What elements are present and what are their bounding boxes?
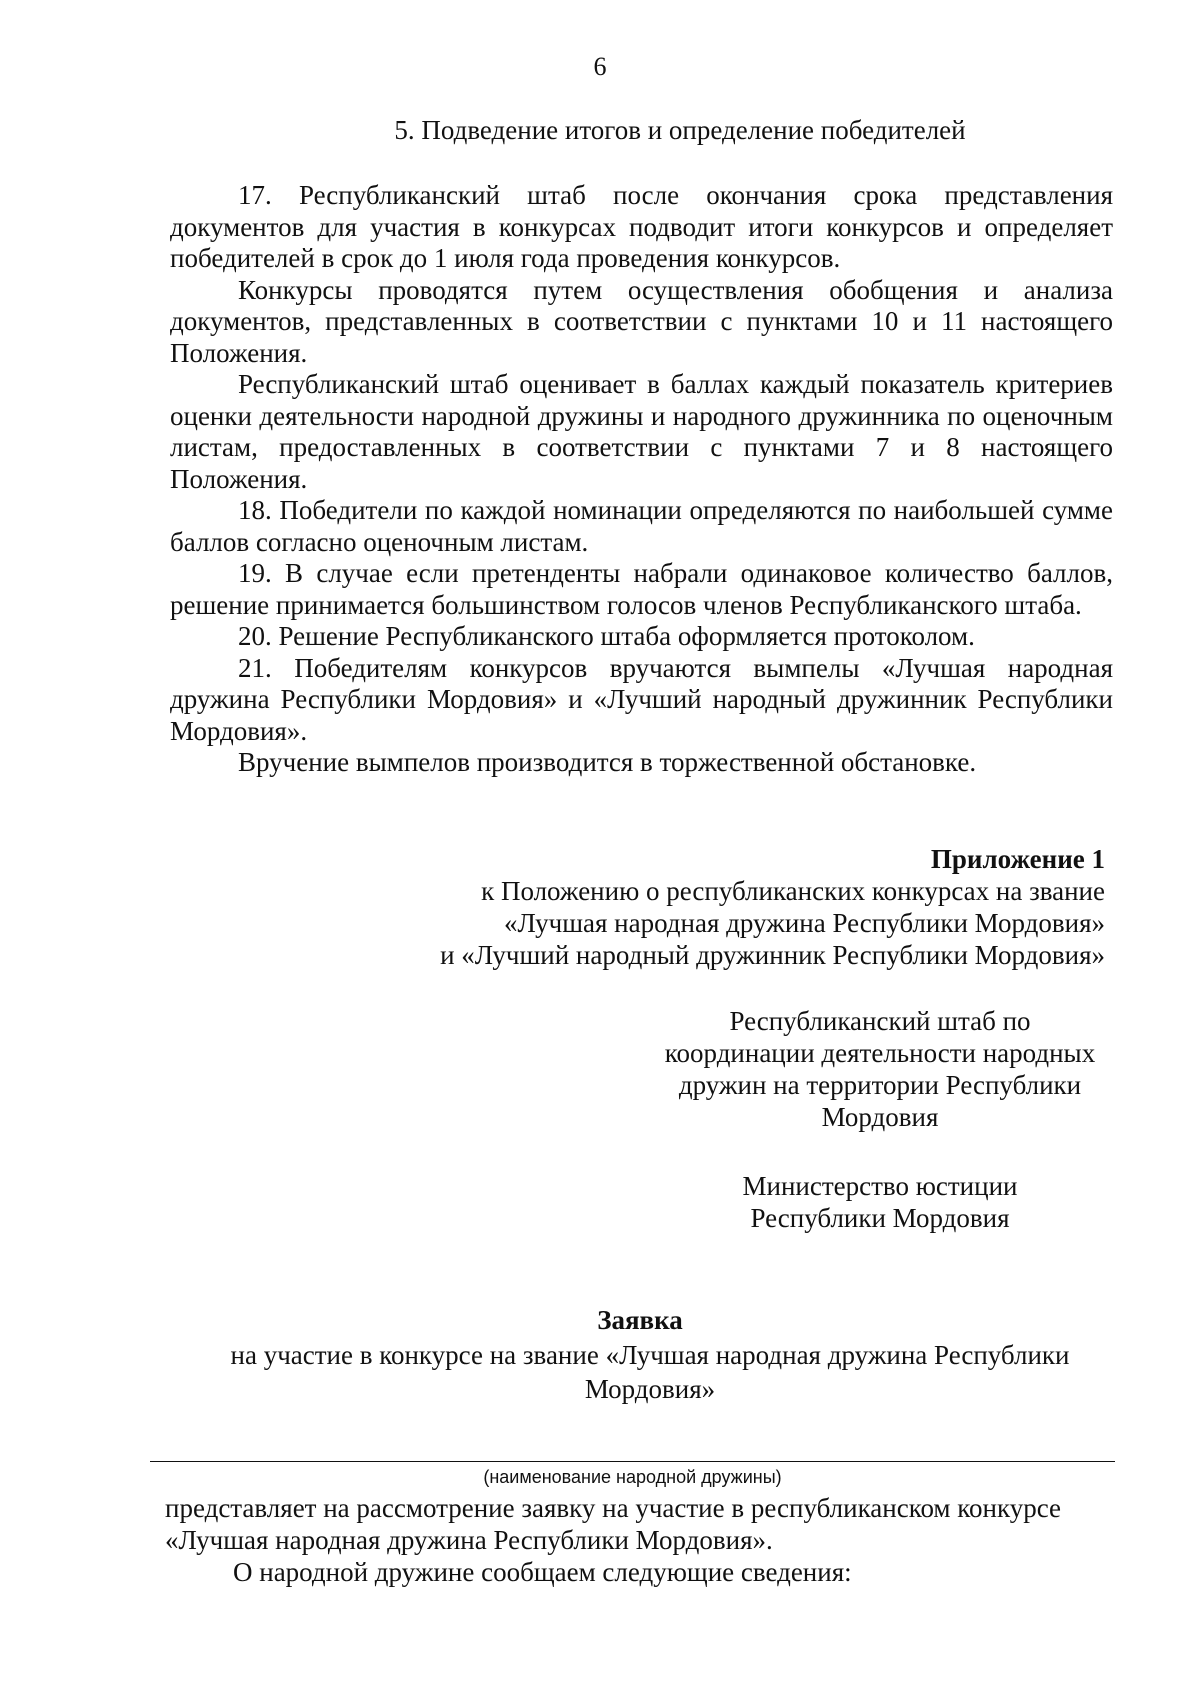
body-text (170, 180, 1113, 779)
section-title: 5. Подведение итогов и определение победителей (394, 115, 966, 145)
paragraph: 20. Решение Республиканского штаба оформляется протоколом. (238, 621, 975, 651)
application-line: О народной дружине сообщаем следующие сведения: (233, 1557, 852, 1587)
fill-in-line (150, 1461, 1115, 1462)
paragraph: 19. В случае если претенденты набрали одинаковое количество баллов, решение принимается большинством голосов членов Республиканского штаба. (170, 558, 1113, 620)
addressee-staff (620, 1005, 1140, 1133)
addressee-line: Мордовия (821, 1102, 939, 1132)
subtitle-line: Мордовия» (584, 1374, 716, 1404)
application-subtitle (180, 1338, 1120, 1406)
application-line: представляет на рассмотрение заявку на участие в республиканском конкурсе (165, 1493, 1061, 1523)
addressee-line: дружин на территории Республики (678, 1070, 1082, 1100)
appendix-line: к Положению о республиканских конкурсах на звание (481, 876, 1105, 906)
addressee-line: координации деятельности народных (664, 1038, 1096, 1068)
application-body (165, 1492, 1125, 1588)
appendix-block (345, 843, 1105, 971)
addressee-line: Министерство юстиции (742, 1171, 1018, 1201)
paragraph: Республиканский штаб оценивает в баллах каждый показатель критериев оценки деятельности народной дружины и народного дружинника по оценочным листам, предоставленных в соответствии с пунктами 7 и 8 настоящего Положения. (170, 369, 1113, 494)
paragraph: Вручение вымпелов производится в торжественной обстановке. (238, 747, 977, 777)
addressee-ministry (620, 1170, 1140, 1234)
paragraph: Конкурсы проводятся путем осуществления обобщения и анализа документов, представленных в соответствии с пунктами 10 и 11 настоящего Положения. (170, 274, 1113, 368)
field-caption: (наименование народной дружины) (483, 1467, 782, 1487)
appendix-line: «Лучшая народная дружина Республики Мордовия» (503, 908, 1105, 938)
application-title: Заявка (597, 1305, 683, 1335)
paragraph: 18. Победители по каждой номинации определяются по наибольшей сумме баллов согласно оценочным листам. (170, 495, 1113, 557)
paragraph: 21. Победителям конкурсов вручаются вымпелы «Лучшая народная дружина Республики Мордовия» и «Лучший народный дружинник Республики Мордовия». (170, 652, 1113, 746)
subtitle-line: на участие в конкурсе на звание «Лучшая народная дружина Республики (230, 1340, 1070, 1370)
addressee-line: Республиканский штаб по (729, 1006, 1031, 1036)
appendix-heading: Приложение 1 (930, 844, 1105, 874)
addressee-line: Республики Мордовия (750, 1203, 1010, 1233)
page-number: 6 (593, 52, 607, 81)
appendix-line: и «Лучший народный дружинник Республики Мордовия» (440, 940, 1105, 970)
paragraph: 17. Республиканский штаб после окончания срока представления документов для участия в конкурсах подводит итоги конкурсов и определяет победителей в срок до 1 июля года проведения конкурсов. (170, 180, 1113, 273)
application-line: «Лучшая народная дружина Республики Мордовия». (165, 1525, 773, 1555)
